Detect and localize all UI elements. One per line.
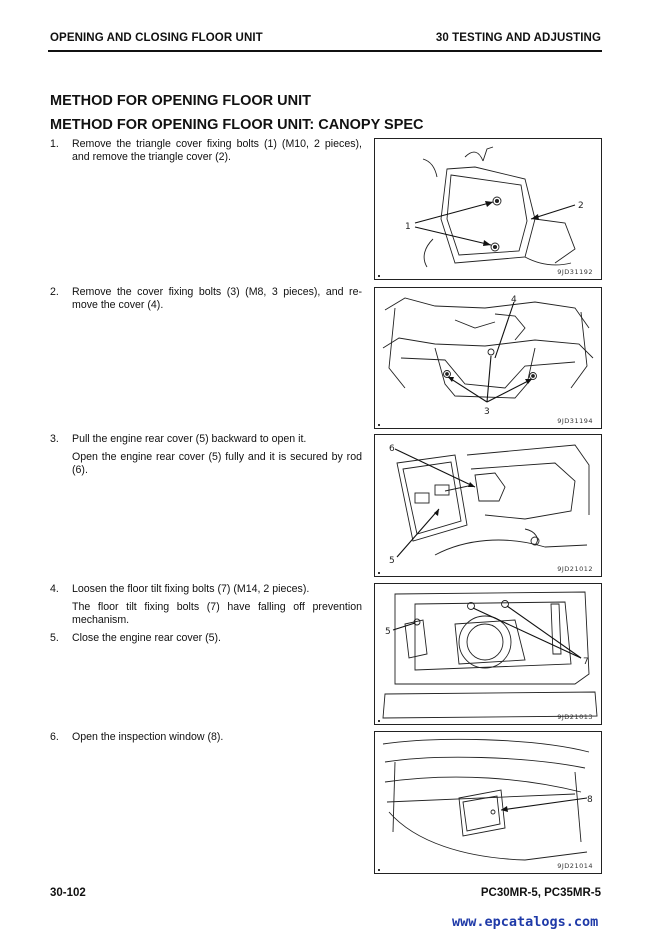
figure-illustration: [375, 435, 601, 576]
step-6: [50, 731, 362, 749]
step-3: [50, 433, 362, 483]
header-chapter-title: 30 TESTING AND ADJUSTING: [435, 32, 601, 44]
callout-label: 5: [389, 556, 395, 566]
figure-floor-tilt-bolts: [374, 583, 602, 725]
figure-id: 9JD31194: [557, 417, 593, 425]
step-text: Close the engine rear cover (5).: [72, 632, 221, 644]
callout-label: 5: [385, 627, 391, 637]
watermark-link[interactable]: www.epcatalogs.com: [452, 914, 599, 930]
figure-illustration: [375, 288, 601, 428]
figure-id: 9JD21013: [557, 713, 593, 721]
step-text: Pull the engine rear cover (5) backward to open it.: [72, 433, 307, 445]
step-number: 6.: [50, 731, 59, 743]
step-5: [50, 632, 362, 650]
callout-label: 2: [578, 201, 584, 211]
figure-id: 9JD21014: [557, 862, 593, 870]
step-4: [50, 583, 362, 633]
callout-label: 7: [583, 657, 589, 667]
callout-label: 6: [389, 444, 395, 454]
figure-illustration: [375, 732, 601, 873]
figure-illustration: [375, 139, 601, 279]
model-name: PC30MR-5, PC35MR-5: [480, 887, 601, 899]
figure-id: 9JD31192: [557, 268, 593, 276]
step-number: 3.: [50, 433, 59, 445]
step-text: Remove the triangle cover fixing bolts (1) (M10, 2 pieces), and remove the triangle cover (2).: [72, 138, 362, 164]
page-number: 30-102: [50, 887, 86, 899]
step-text: Loosen the floor tilt fixing bolts (7) (M14, 2 pieces).: [72, 583, 310, 595]
figure-cover: [374, 287, 602, 429]
step-text: Open the inspection window (8).: [72, 731, 224, 743]
step-number: 5.: [50, 632, 59, 644]
page-title: METHOD FOR OPENING FLOOR UNIT: [50, 93, 311, 109]
figure-triangle-cover: [374, 138, 602, 280]
step-note: The floor tilt fixing bolts (7) have falling off prevention mechanism.: [72, 601, 362, 627]
figure-inspection-window: [374, 731, 602, 874]
header-rule: [48, 50, 602, 52]
step-number: 2.: [50, 286, 59, 298]
figure-illustration: [375, 584, 601, 724]
step-2: [50, 286, 362, 317]
step-number: 4.: [50, 583, 59, 595]
header-section-title: OPENING AND CLOSING FLOOR UNIT: [50, 32, 263, 44]
step-1: [50, 138, 362, 169]
figure-engine-rear-cover: [374, 434, 602, 577]
callout-label: 3: [484, 407, 490, 417]
callout-label: 8: [587, 795, 593, 805]
page-subtitle: METHOD FOR OPENING FLOOR UNIT: CANOPY SPEC: [50, 117, 424, 133]
callout-label: 1: [405, 222, 411, 232]
step-text: Remove the cover fixing bolts (3) (M8, 3 pieces), and re-move the cover (4).: [72, 286, 362, 312]
step-note: Open the engine rear cover (5) fully and it is secured by rod (6).: [72, 451, 362, 477]
figure-id: 9JD21012: [557, 565, 593, 573]
step-number: 1.: [50, 138, 59, 150]
callout-label: 4: [511, 295, 517, 305]
